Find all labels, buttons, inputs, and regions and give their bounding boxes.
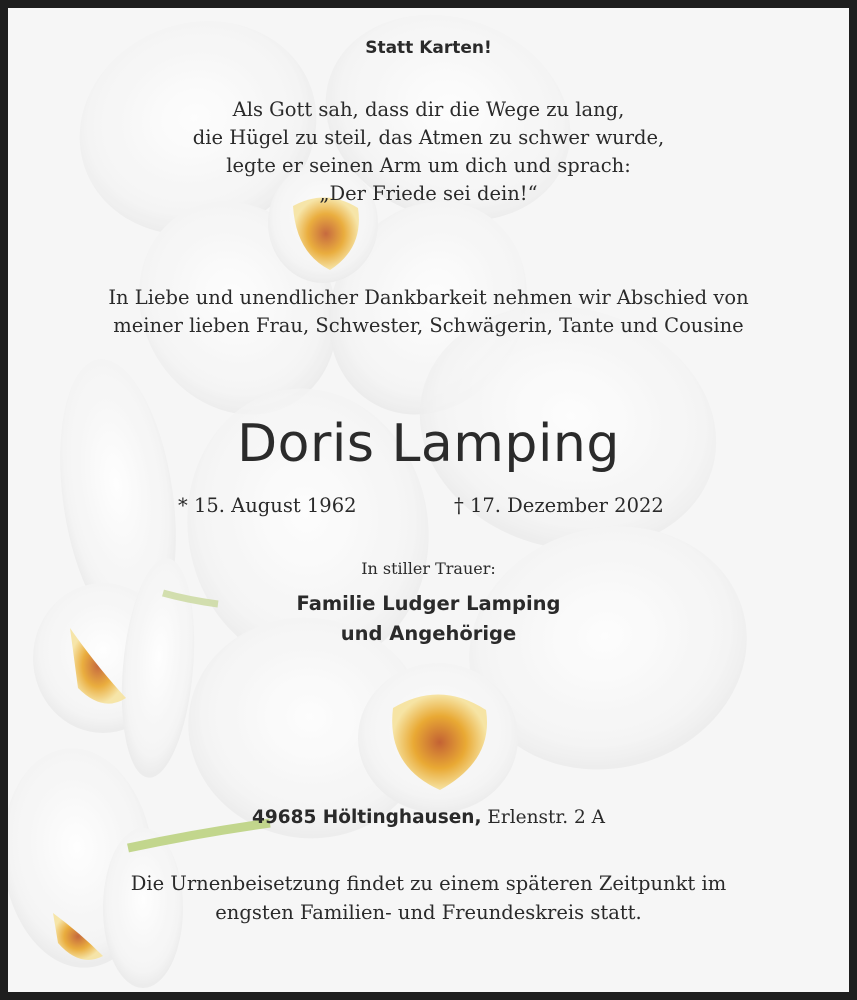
birth-date: * 15. August 1962 (178, 494, 357, 517)
closing-line: Die Urnenbeisetzung findet zu einem späteren Zeitpunkt im (130, 872, 727, 895)
notice-content (8, 8, 849, 992)
poem-line: Als Gott sah, dass dir die Wege zu lang, (232, 98, 625, 121)
address (8, 807, 849, 828)
poem-line: „Der Friede sei dein!“ (319, 182, 538, 205)
deceased-name: Doris Lamping (237, 414, 620, 474)
family-relatives: und Angehörige (340, 622, 517, 645)
address-street: Erlenstr. 2 A (487, 807, 606, 828)
death-date: † 17. Dezember 2022 (454, 494, 664, 517)
mourning-label: In stiller Trauer: (361, 559, 496, 578)
intro-line: meiner lieben Frau, Schwester, Schwägerin, Tante und Cousine (113, 314, 744, 337)
poem-line: die Hügel zu steil, das Atmen zu schwer wurde, (192, 126, 665, 149)
headline: Statt Karten! (365, 38, 492, 58)
closing-line: engsten Familien- und Freundeskreis statt. (215, 901, 642, 924)
poem-line: legte er seinen Arm um dich und sprach: (226, 154, 631, 177)
address-place: 49685 Höltinghausen, (251, 807, 482, 828)
intro-line: In Liebe und unendlicher Dankbarkeit nehmen wir Abschied von (108, 286, 749, 309)
family-name: Familie Ludger Lamping (296, 592, 561, 615)
